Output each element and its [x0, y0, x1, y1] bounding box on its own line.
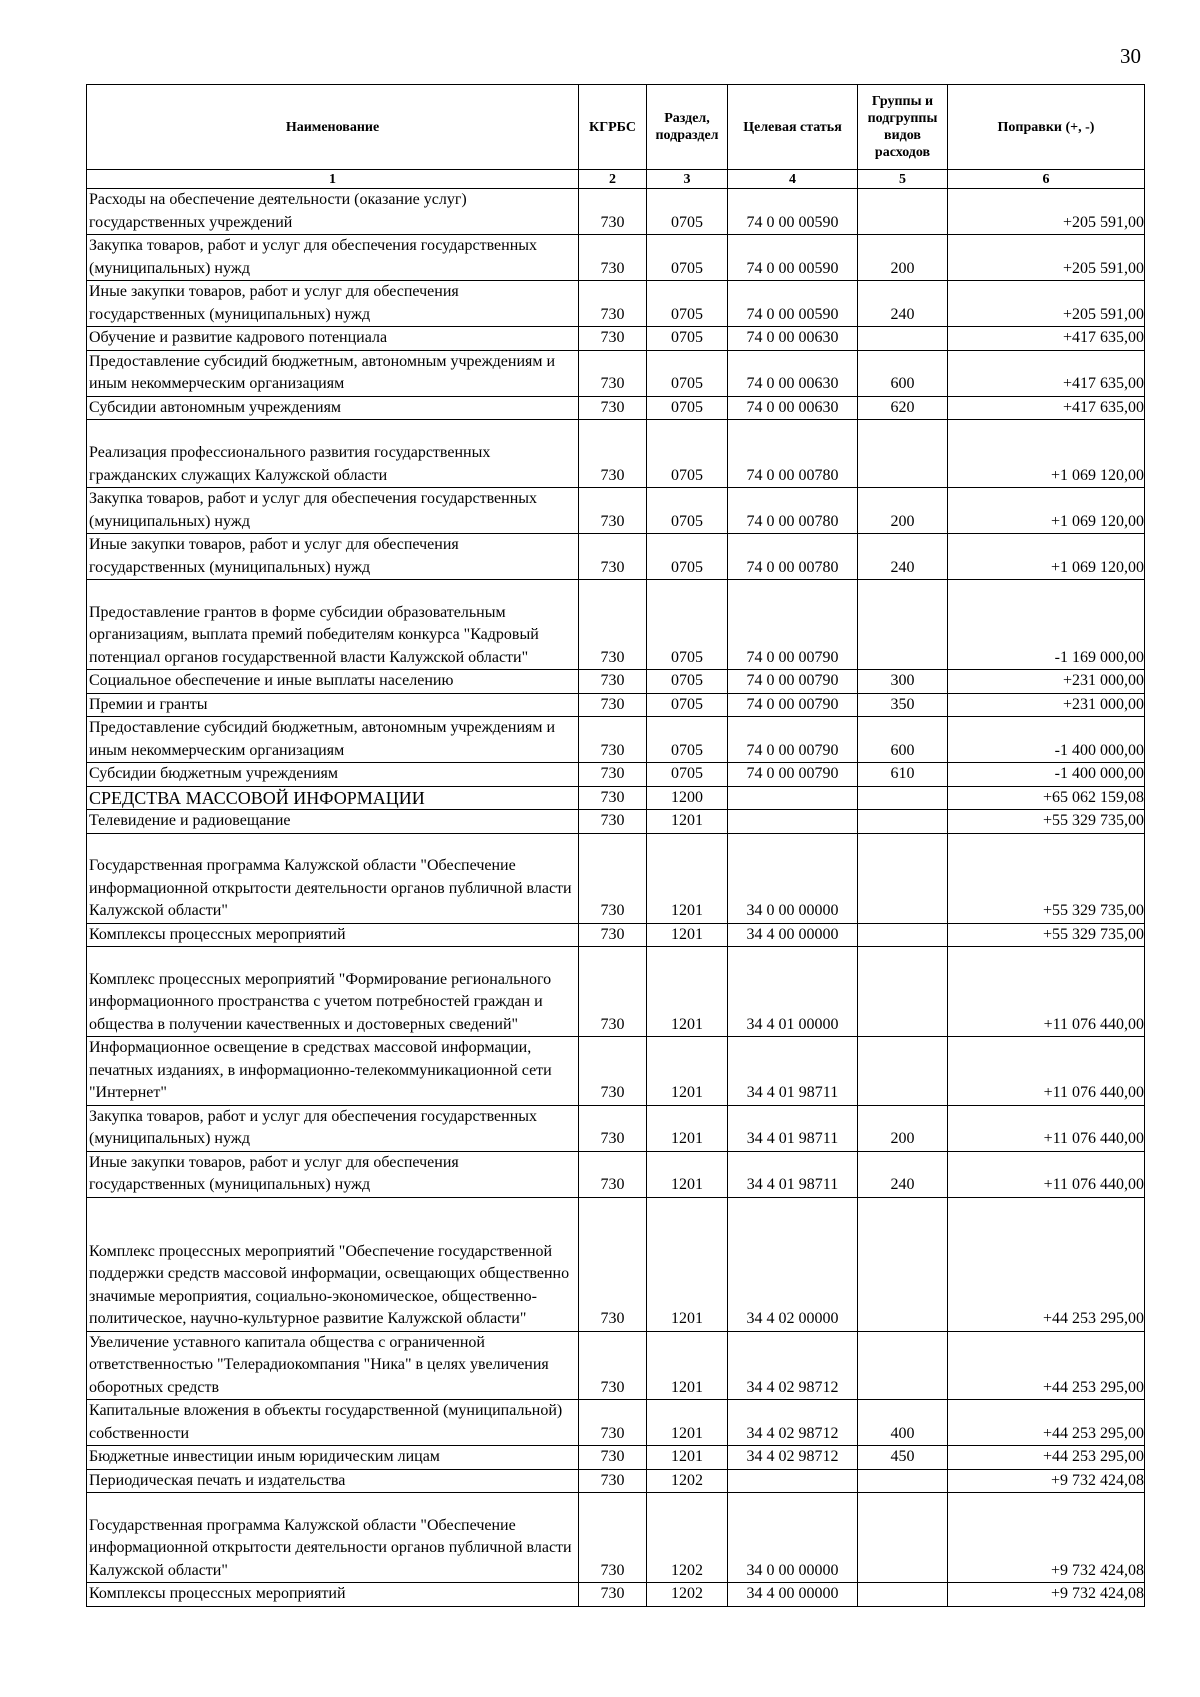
header-section: Раздел, подраздел — [647, 85, 728, 170]
row-amount: +44 253 295,00 — [948, 1331, 1145, 1400]
row-section: 0705 — [647, 327, 728, 351]
row-target-article: 74 0 00 00790 — [728, 580, 858, 670]
row-kgrbs: 730 — [579, 488, 647, 534]
row-name: Комплекс процессных мероприятий "Формирование регионального информационного пространства с учетом потребностей граждан и общества в получении качественных и достоверных сведений" — [87, 947, 579, 1037]
row-name: Иные закупки товаров, работ и услуг для обеспечения государственных (муниципальных) нужд — [87, 1151, 579, 1197]
row-section: 1202 — [647, 1469, 728, 1493]
row-amount: -1 169 000,00 — [948, 580, 1145, 670]
table-row — [87, 1105, 1145, 1151]
row-section: 0705 — [647, 350, 728, 396]
row-kgrbs: 730 — [579, 1400, 647, 1446]
table-row — [87, 580, 1145, 670]
row-name: Реализация профессионального развития государственных гражданских служащих Калужской области — [87, 420, 579, 488]
row-expense-group — [858, 1469, 948, 1493]
row-kgrbs: 730 — [579, 1446, 647, 1470]
row-kgrbs: 730 — [579, 327, 647, 351]
table-row — [87, 189, 1145, 235]
row-target-article: 34 0 00 00000 — [728, 1493, 858, 1583]
column-number-row — [87, 170, 1145, 189]
row-section: 0705 — [647, 534, 728, 580]
row-target-article: 74 0 00 00790 — [728, 693, 858, 717]
row-section: 0705 — [647, 281, 728, 327]
row-expense-group — [858, 1037, 948, 1106]
row-target-article: 34 4 01 98711 — [728, 1105, 858, 1151]
row-expense-group — [858, 189, 948, 235]
row-target-article: 74 0 00 00790 — [728, 670, 858, 694]
table-row — [87, 350, 1145, 396]
row-name: Иные закупки товаров, работ и услуг для обеспечения государственных (муниципальных) нужд — [87, 534, 579, 580]
row-amount: +231 000,00 — [948, 693, 1145, 717]
row-section: 1201 — [647, 923, 728, 947]
row-kgrbs: 730 — [579, 670, 647, 694]
row-kgrbs: 730 — [579, 396, 647, 420]
row-amount: +417 635,00 — [948, 350, 1145, 396]
row-kgrbs: 730 — [579, 810, 647, 834]
row-amount: +1 069 120,00 — [948, 420, 1145, 488]
row-target-article: 34 4 02 98712 — [728, 1446, 858, 1470]
row-amount: +9 732 424,08 — [948, 1493, 1145, 1583]
row-target-article — [728, 1469, 858, 1493]
header-amount: Поправки (+, -) — [948, 85, 1145, 170]
table-row — [87, 396, 1145, 420]
budget-table — [86, 84, 1145, 1607]
row-target-article: 34 4 01 98711 — [728, 1037, 858, 1106]
row-amount: +205 591,00 — [948, 189, 1145, 235]
row-amount: +11 076 440,00 — [948, 1105, 1145, 1151]
row-kgrbs: 730 — [579, 833, 647, 923]
row-target-article: 74 0 00 00630 — [728, 327, 858, 351]
table-row — [87, 420, 1145, 488]
column-number: 5 — [858, 170, 948, 189]
row-expense-group: 600 — [858, 717, 948, 763]
row-kgrbs: 730 — [579, 923, 647, 947]
row-name: Увеличение уставного капитала общества с ограниченной ответственностью "Телерадиокомпания "Ника" в целях увеличения оборотных средств — [87, 1331, 579, 1400]
row-section: 0705 — [647, 396, 728, 420]
row-name: Предоставление субсидий бюджетным, автономным учреждениям и иным некоммерческим организациям — [87, 717, 579, 763]
row-name: Обучение и развитие кадрового потенциала — [87, 327, 579, 351]
table-row — [87, 786, 1145, 810]
column-number: 6 — [948, 170, 1145, 189]
row-section: 1201 — [647, 1151, 728, 1197]
row-amount: +205 591,00 — [948, 235, 1145, 281]
table-row — [87, 693, 1145, 717]
row-section: 1201 — [647, 1446, 728, 1470]
row-expense-group: 240 — [858, 534, 948, 580]
row-section: 1201 — [647, 833, 728, 923]
row-expense-group — [858, 580, 948, 670]
table-row — [87, 1037, 1145, 1106]
table-row — [87, 235, 1145, 281]
row-target-article: 34 4 02 98712 — [728, 1400, 858, 1446]
row-name: СРЕДСТВА МАССОВОЙ ИНФОРМАЦИИ — [87, 786, 579, 810]
row-amount: +44 253 295,00 — [948, 1400, 1145, 1446]
row-amount: +44 253 295,00 — [948, 1446, 1145, 1470]
table-row — [87, 1583, 1145, 1607]
row-kgrbs: 730 — [579, 420, 647, 488]
row-section: 1201 — [647, 1197, 728, 1331]
row-amount: +9 732 424,08 — [948, 1469, 1145, 1493]
row-section: 0705 — [647, 189, 728, 235]
row-kgrbs: 730 — [579, 1469, 647, 1493]
header-article: Целевая статья — [728, 85, 858, 170]
column-number: 2 — [579, 170, 647, 189]
column-number: 3 — [647, 170, 728, 189]
table-row — [87, 833, 1145, 923]
row-section: 1201 — [647, 810, 728, 834]
row-kgrbs: 730 — [579, 350, 647, 396]
row-name: Социальное обеспечение и иные выплаты населению — [87, 670, 579, 694]
row-kgrbs: 730 — [579, 534, 647, 580]
table-row — [87, 1493, 1145, 1583]
row-name: Телевидение и радиовещание — [87, 810, 579, 834]
row-expense-group: 200 — [858, 235, 948, 281]
row-name: Субсидии бюджетным учреждениям — [87, 763, 579, 787]
row-kgrbs: 730 — [579, 1105, 647, 1151]
row-expense-group — [858, 420, 948, 488]
row-kgrbs: 730 — [579, 281, 647, 327]
row-target-article: 74 0 00 00790 — [728, 763, 858, 787]
row-expense-group — [858, 327, 948, 351]
row-expense-group: 200 — [858, 488, 948, 534]
table-row — [87, 763, 1145, 787]
row-section: 1201 — [647, 1037, 728, 1106]
row-target-article: 34 4 00 00000 — [728, 1583, 858, 1607]
row-section: 0705 — [647, 763, 728, 787]
row-section: 0705 — [647, 420, 728, 488]
row-section: 1201 — [647, 1331, 728, 1400]
row-section: 1201 — [647, 1400, 728, 1446]
row-section: 0705 — [647, 488, 728, 534]
table-row — [87, 1151, 1145, 1197]
row-expense-group — [858, 786, 948, 810]
row-name: Закупка товаров, работ и услуг для обеспечения государственных (муниципальных) нужд — [87, 488, 579, 534]
row-section: 1202 — [647, 1493, 728, 1583]
table-row — [87, 717, 1145, 763]
row-section: 1201 — [647, 1105, 728, 1151]
table-row — [87, 1446, 1145, 1470]
row-name: Комплекс процессных мероприятий "Обеспечение государственной поддержки средств массовой информации, освещающих общественно значимые мероприятия, социально-экономическое, общественно-политическое, научно-культурное развитие Калужской области" — [87, 1197, 579, 1331]
row-expense-group: 300 — [858, 670, 948, 694]
row-target-article: 34 4 02 98712 — [728, 1331, 858, 1400]
row-expense-group: 610 — [858, 763, 948, 787]
row-name: Информационное освещение в средствах массовой информации, печатных изданиях, в информационно-телекоммуникационной сети "Интернет" — [87, 1037, 579, 1106]
row-amount: +417 635,00 — [948, 327, 1145, 351]
row-kgrbs: 730 — [579, 763, 647, 787]
table-row — [87, 1400, 1145, 1446]
column-number: 1 — [87, 170, 579, 189]
row-target-article: 74 0 00 00590 — [728, 189, 858, 235]
row-expense-group — [858, 810, 948, 834]
row-target-article: 74 0 00 00590 — [728, 235, 858, 281]
table-row — [87, 810, 1145, 834]
row-expense-group — [858, 1331, 948, 1400]
row-name: Государственная программа Калужской области "Обеспечение информационной открытости деятельности органов публичной власти Калужской области" — [87, 1493, 579, 1583]
row-amount: +55 329 735,00 — [948, 833, 1145, 923]
row-target-article: 34 4 01 00000 — [728, 947, 858, 1037]
row-name: Премии и гранты — [87, 693, 579, 717]
row-section: 0705 — [647, 670, 728, 694]
row-section: 0705 — [647, 693, 728, 717]
row-target-article: 74 0 00 00790 — [728, 717, 858, 763]
row-amount: +9 732 424,08 — [948, 1583, 1145, 1607]
header-name: Наименование — [87, 85, 579, 170]
row-name: Субсидии автономным учреждениям — [87, 396, 579, 420]
row-target-article: 34 4 01 98711 — [728, 1151, 858, 1197]
row-target-article — [728, 810, 858, 834]
row-amount: +11 076 440,00 — [948, 1151, 1145, 1197]
row-target-article — [728, 786, 858, 810]
row-target-article: 74 0 00 00780 — [728, 488, 858, 534]
row-name: Закупка товаров, работ и услуг для обеспечения государственных (муниципальных) нужд — [87, 1105, 579, 1151]
row-expense-group: 400 — [858, 1400, 948, 1446]
row-amount: +55 329 735,00 — [948, 923, 1145, 947]
table-row — [87, 534, 1145, 580]
row-name: Капитальные вложения в объекты государственной (муниципальной) собственности — [87, 1400, 579, 1446]
row-kgrbs: 730 — [579, 1197, 647, 1331]
table-body — [87, 189, 1145, 1607]
row-kgrbs: 730 — [579, 1037, 647, 1106]
row-expense-group: 600 — [858, 350, 948, 396]
row-section: 1200 — [647, 786, 728, 810]
row-target-article: 34 4 00 00000 — [728, 923, 858, 947]
row-name: Закупка товаров, работ и услуг для обеспечения государственных (муниципальных) нужд — [87, 235, 579, 281]
row-amount: +1 069 120,00 — [948, 534, 1145, 580]
row-kgrbs: 730 — [579, 1583, 647, 1607]
table-row — [87, 923, 1145, 947]
row-name: Комплексы процессных мероприятий — [87, 1583, 579, 1607]
row-kgrbs: 730 — [579, 1331, 647, 1400]
row-target-article: 74 0 00 00780 — [728, 420, 858, 488]
row-section: 0705 — [647, 235, 728, 281]
row-name: Иные закупки товаров, работ и услуг для обеспечения государственных (муниципальных) нужд — [87, 281, 579, 327]
row-kgrbs: 730 — [579, 1151, 647, 1197]
header-group: Группы и подгруппы видов расходов — [858, 85, 948, 170]
row-name: Периодическая печать и издательства — [87, 1469, 579, 1493]
row-expense-group — [858, 833, 948, 923]
row-name: Бюджетные инвестиции иным юридическим лицам — [87, 1446, 579, 1470]
row-kgrbs: 730 — [579, 693, 647, 717]
page-number: 30 — [1120, 44, 1141, 68]
table-row — [87, 1197, 1145, 1331]
row-name: Расходы на обеспечение деятельности (оказание услуг) государственных учреждений — [87, 189, 579, 235]
row-kgrbs: 730 — [579, 786, 647, 810]
row-amount: +11 076 440,00 — [948, 947, 1145, 1037]
row-amount: +205 591,00 — [948, 281, 1145, 327]
row-section: 0705 — [647, 717, 728, 763]
row-kgrbs: 730 — [579, 580, 647, 670]
row-kgrbs: 730 — [579, 717, 647, 763]
table-row — [87, 281, 1145, 327]
table-row — [87, 327, 1145, 351]
row-amount: +11 076 440,00 — [948, 1037, 1145, 1106]
row-kgrbs: 730 — [579, 1493, 647, 1583]
row-expense-group: 350 — [858, 693, 948, 717]
row-kgrbs: 730 — [579, 947, 647, 1037]
row-name: Комплексы процессных мероприятий — [87, 923, 579, 947]
table-row — [87, 1331, 1145, 1400]
row-name: Предоставление субсидий бюджетным, автономным учреждениям и иным некоммерческим организациям — [87, 350, 579, 396]
row-section: 1202 — [647, 1583, 728, 1607]
table-row — [87, 670, 1145, 694]
row-expense-group: 620 — [858, 396, 948, 420]
row-amount: +231 000,00 — [948, 670, 1145, 694]
column-number: 4 — [728, 170, 858, 189]
row-kgrbs: 730 — [579, 189, 647, 235]
row-target-article: 74 0 00 00630 — [728, 396, 858, 420]
row-amount: -1 400 000,00 — [948, 763, 1145, 787]
row-amount: -1 400 000,00 — [948, 717, 1145, 763]
row-amount: +44 253 295,00 — [948, 1197, 1145, 1331]
row-expense-group — [858, 1197, 948, 1331]
row-expense-group: 450 — [858, 1446, 948, 1470]
header-kgrbs: КГРБС — [579, 85, 647, 170]
row-section: 0705 — [647, 580, 728, 670]
row-expense-group — [858, 1493, 948, 1583]
row-target-article: 74 0 00 00630 — [728, 350, 858, 396]
row-amount: +417 635,00 — [948, 396, 1145, 420]
row-name: Предоставление грантов в форме субсидии образовательным организациям, выплата премий победителям конкурса "Кадровый потенциал органов государственной власти Калужской области" — [87, 580, 579, 670]
row-amount: +55 329 735,00 — [948, 810, 1145, 834]
row-amount: +1 069 120,00 — [948, 488, 1145, 534]
row-expense-group — [858, 947, 948, 1037]
row-section: 1201 — [647, 947, 728, 1037]
row-amount: +65 062 159,08 — [948, 786, 1145, 810]
row-target-article: 34 4 02 00000 — [728, 1197, 858, 1331]
table-row — [87, 488, 1145, 534]
row-target-article: 74 0 00 00590 — [728, 281, 858, 327]
table-row — [87, 1469, 1145, 1493]
row-expense-group: 240 — [858, 1151, 948, 1197]
row-target-article: 74 0 00 00780 — [728, 534, 858, 580]
row-target-article: 34 0 00 00000 — [728, 833, 858, 923]
header-row — [87, 85, 1145, 170]
table-row — [87, 947, 1145, 1037]
row-expense-group — [858, 923, 948, 947]
row-expense-group: 240 — [858, 281, 948, 327]
row-expense-group: 200 — [858, 1105, 948, 1151]
row-name: Государственная программа Калужской области "Обеспечение информационной открытости деятельности органов публичной власти Калужской области" — [87, 833, 579, 923]
row-expense-group — [858, 1583, 948, 1607]
row-kgrbs: 730 — [579, 235, 647, 281]
